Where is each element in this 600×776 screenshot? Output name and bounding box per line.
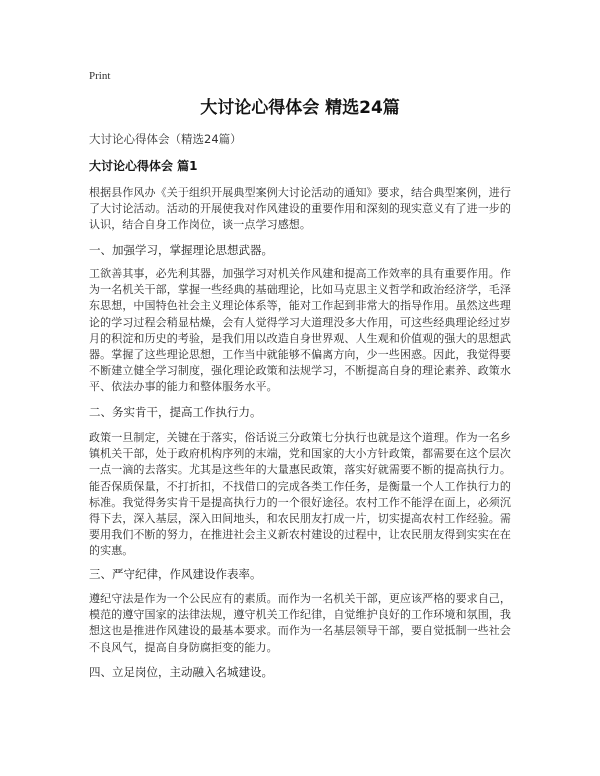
point-heading-4: 四、立足岗位，主动融入名城建设。: [89, 665, 273, 679]
point-heading-3: 三、严守纪律，作风建设作表率。: [89, 567, 262, 581]
point-paragraph-2: 政策一旦制定，关键在于落实，俗话说三分政策七分执行也就是这个道理。作为一名乡镇机关干部，处于政府机构序列的末端，党和国家的大小方针政策，都需要在这个层次一点一滴的去落实。尤其是这些年的大量惠民政策，落实好就需要不断的提高执行力。能否保质保量，不打折扣，不找借口的完成各类工作任务，是衡量一个人工作执行力的标准。我觉得务实肯干是提高执行力的一个很好途径。农村工作不能浮在面上，必须沉得下去，深入基层，深入田间地头，和农民朋友打成一片，切实提高农村工作经验。需要用我们不断的努力，在推进社会主义新农村建设的过程中，让农民朋友得到实实在在的实惠。: [89, 431, 511, 558]
point-paragraph-3: 遵纪守法是作为一个公民应有的素质。而作为一名机关干部，更应该严格的要求自己，模范的遵守国家的法律法规，遵守机关工作纪律，自觉维护良好的工作环境和氛围，我想这也是推进作风建设的最基本要求。而作为一名基层领导干部，要自觉抵制一些社会不良风气，提高自身防腐拒变的能力。: [89, 592, 511, 654]
section-heading: 大讨论心得体会 篇1: [89, 159, 198, 173]
intro-paragraph: 根据县作风办《关于组织开展典型案例大讨论活动的通知》要求，结合典型案例，进行了大讨论活动。活动的开展使我对作风建设的重要作用和深刻的现实意义有了进一步的认识，结合自身工作岗位，谈一点学习感想。: [89, 186, 511, 232]
point-paragraph-1: 工欲善其事，必先利其器，加强学习对机关作风建和提高工作效率的具有重要作用。作为一名机关干部，掌握一些经典的基础理论，比如马克思主义哲学和政治经济学，毛泽东思想，中国特色社会主义理论体系等，能对工作起到非常大的指导作用。虽然这些理论的学习过程会稍显枯燥，会有人觉得学习大道理没多大作用，可这些经典理论经过岁月的积淀和历史的考验，是我们用以改造自身世界观、人生观和价值观的强大的思想武器。掌握了这些理论思想，工作当中就能够不偏离方向，少一些困惑。因此，我觉得要不断建立健全学习制度，强化理论政策和法规学习，不断提高自身的理论素养、政策水平、依法办事的能力和整体服务水平。: [89, 267, 511, 394]
page-title: 大讨论心得体会 精选24篇: [200, 98, 400, 118]
print-link[interactable]: Print: [89, 70, 111, 82]
point-heading-1: 一、加强学习，掌握理论思想武器。: [89, 243, 273, 257]
point-heading-2: 二、务实肯干，提高工作执行力。: [89, 405, 262, 419]
document-subtitle: 大讨论心得体会（精选24篇）: [89, 132, 242, 146]
